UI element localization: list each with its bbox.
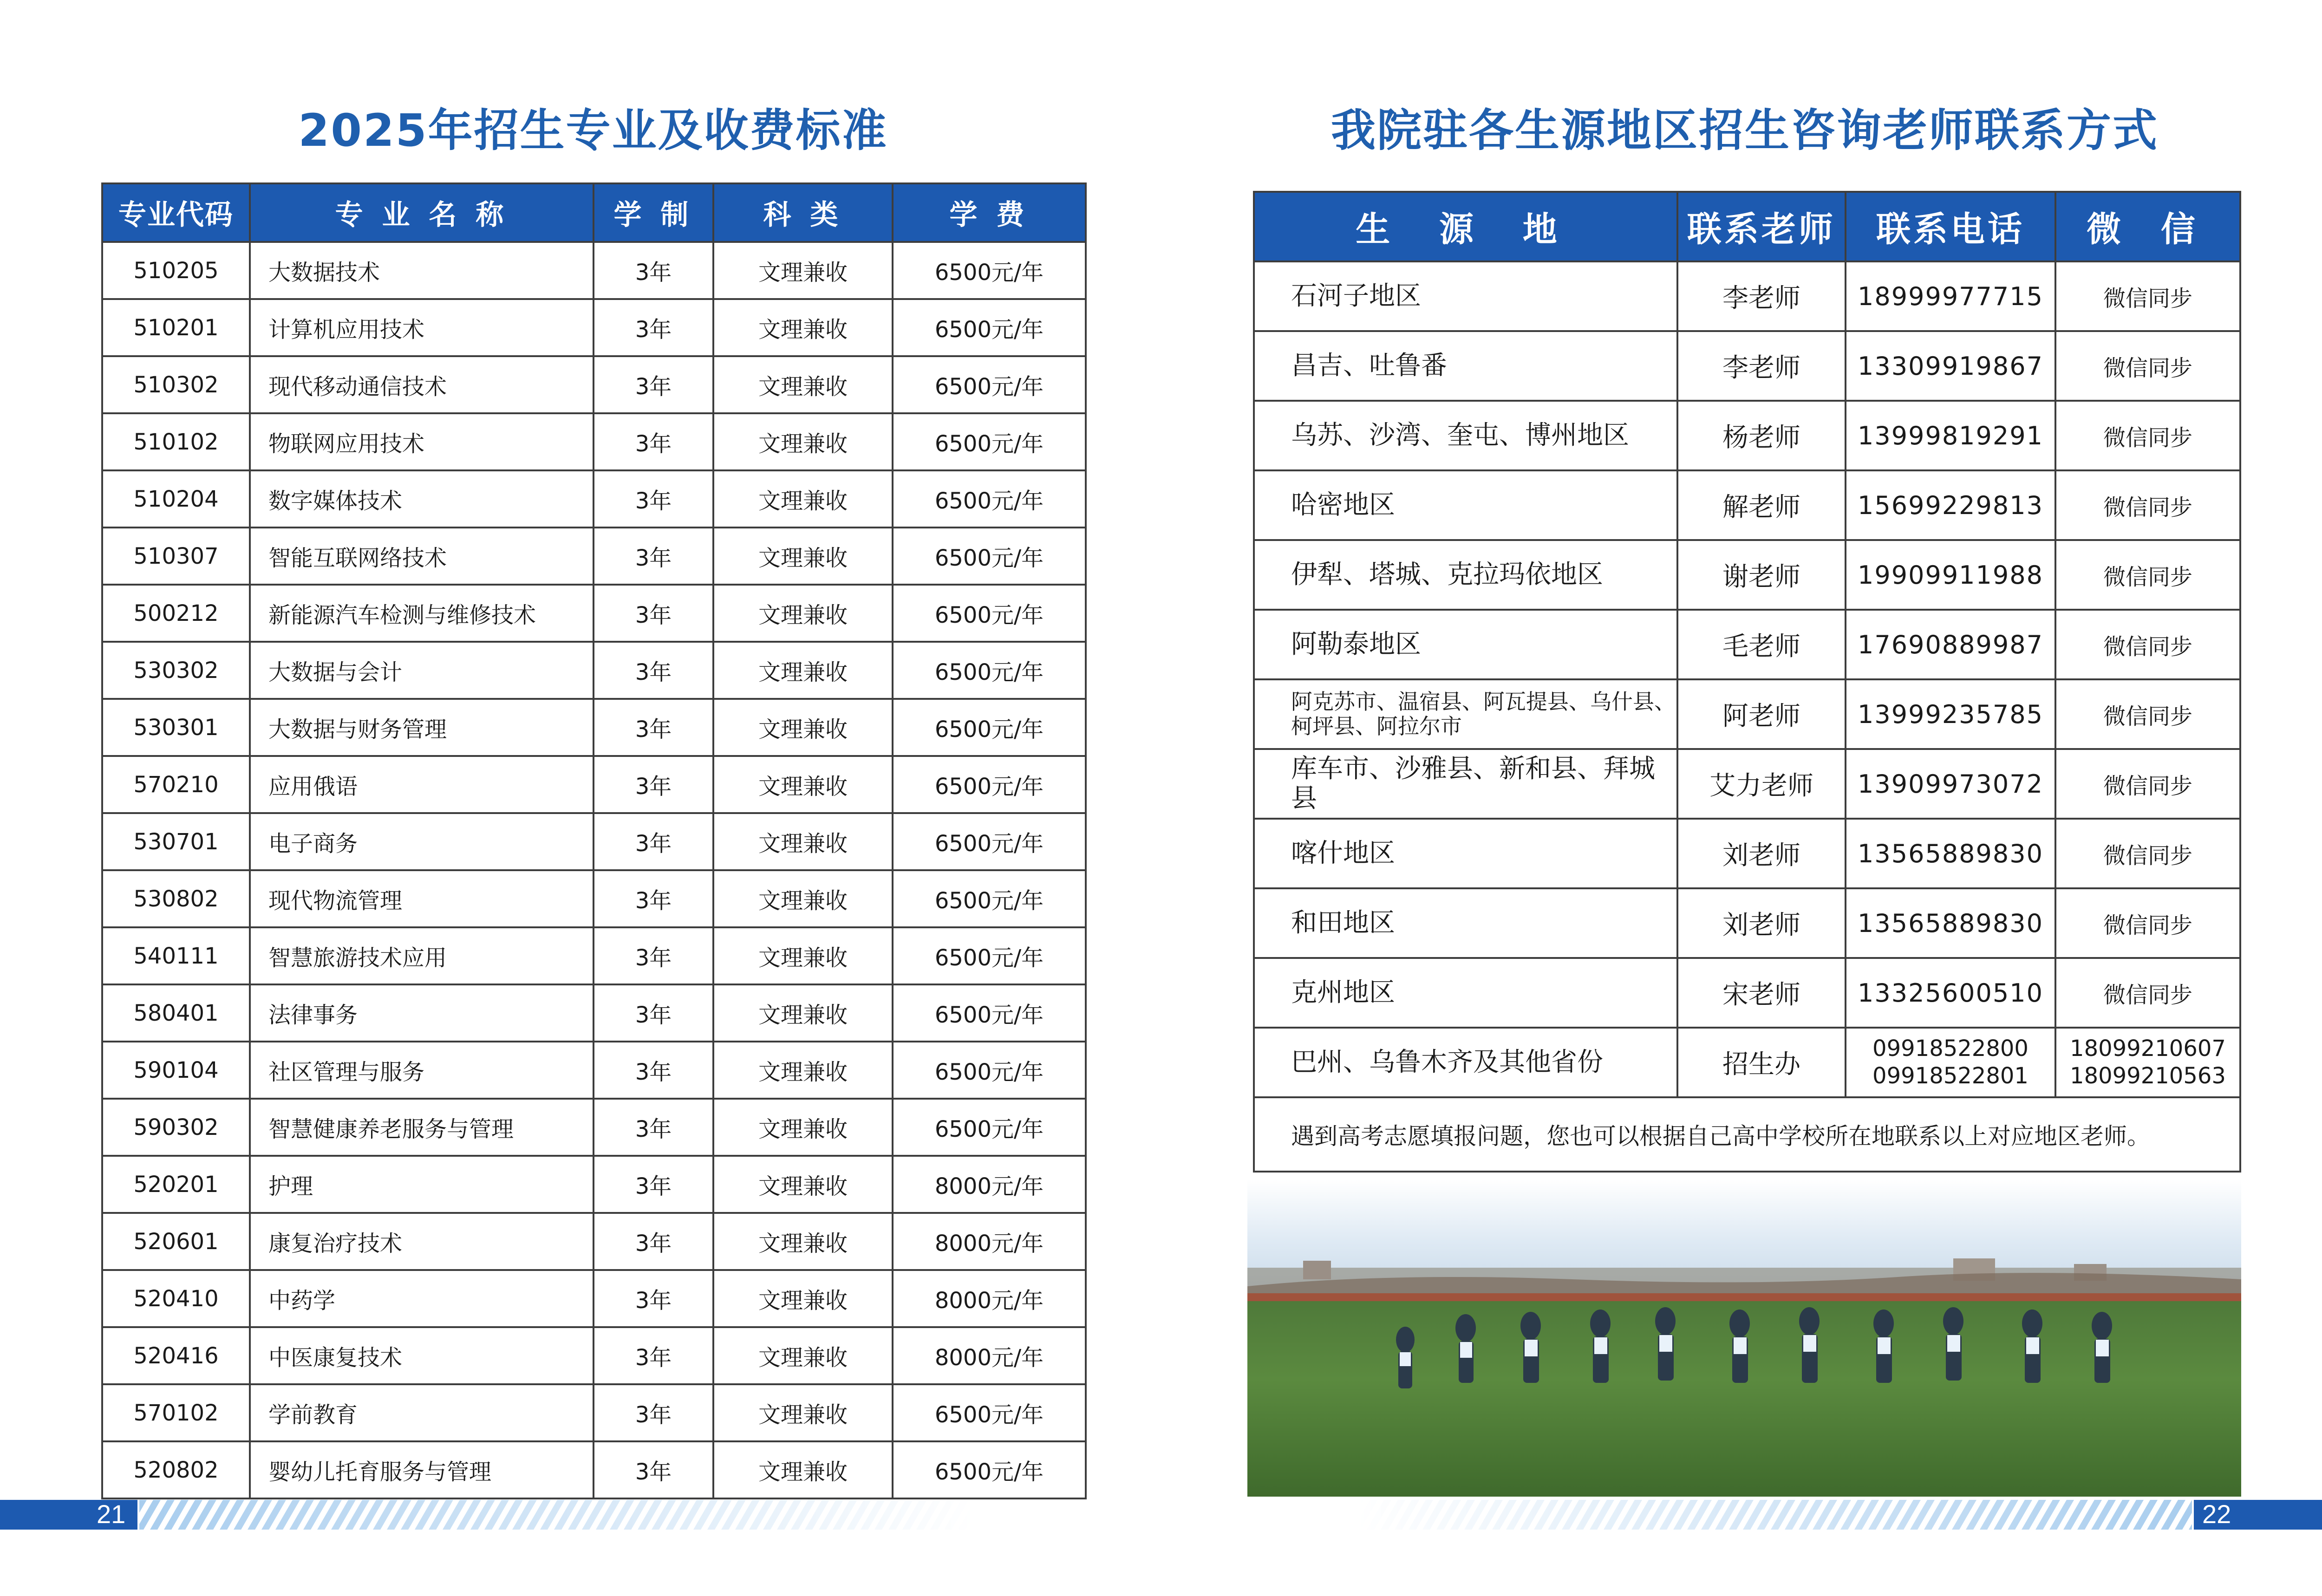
- table-header-row: [1254, 192, 2240, 261]
- duration-cell: 3年: [594, 756, 713, 813]
- table-row: [1254, 540, 2240, 610]
- table-row: [102, 242, 1086, 299]
- region-cell: 克州地区: [1254, 958, 1677, 1028]
- major-code-cell: 530802: [102, 870, 250, 927]
- major-name-cell: 智慧健康养老服务与管理: [250, 1099, 594, 1156]
- wechat-cell: 微信同步: [2055, 888, 2240, 958]
- tuition-cell: 6500元/年: [893, 756, 1086, 813]
- region-cell: 阿克苏市、温宿县、阿瓦提县、乌什县、柯坪县、阿拉尔市: [1254, 679, 1677, 749]
- students-group-photo: [1247, 1179, 2241, 1497]
- majors-fee-table: [101, 182, 1087, 1499]
- region-cell: 乌苏、沙湾、奎屯、博州地区: [1254, 401, 1677, 470]
- tuition-cell: 6500元/年: [893, 1042, 1086, 1099]
- category-cell: 文理兼收: [713, 470, 893, 528]
- tuition-cell: 6500元/年: [893, 1384, 1086, 1441]
- duration-cell: 3年: [594, 413, 713, 470]
- major-code-cell: 510205: [102, 242, 250, 299]
- column-header-phone: 联系电话: [1846, 192, 2055, 261]
- column-header-wechat: 微 信: [2055, 192, 2240, 261]
- duration-cell: 3年: [594, 699, 713, 756]
- teacher-cell: 艾力老师: [1677, 749, 1846, 819]
- major-name-cell: 物联网应用技术: [250, 413, 594, 470]
- category-cell: 文理兼收: [713, 242, 893, 299]
- table-row: [1254, 749, 2240, 819]
- table-row: [1254, 470, 2240, 540]
- category-cell: 文理兼收: [713, 356, 893, 413]
- major-code-cell: 510201: [102, 299, 250, 356]
- major-code-cell: 520802: [102, 1441, 250, 1498]
- major-name-cell: 现代物流管理: [250, 870, 594, 927]
- table-row: [102, 1327, 1086, 1384]
- duration-cell: 3年: [594, 1441, 713, 1498]
- tuition-cell: 6500元/年: [893, 356, 1086, 413]
- category-cell: 文理兼收: [713, 699, 893, 756]
- major-name-cell: 电子商务: [250, 813, 594, 870]
- wechat-number: 18099210563: [2070, 1063, 2226, 1089]
- major-code-cell: 510204: [102, 470, 250, 528]
- table-row: [1254, 679, 2240, 749]
- phone-cell: 13999235785: [1846, 679, 2055, 749]
- phone-cell: 13909973072: [1846, 749, 2055, 819]
- major-code-cell: 570102: [102, 1384, 250, 1441]
- region-cell: 伊犁、塔城、克拉玛依地区: [1254, 540, 1677, 610]
- major-name-cell: 新能源汽车检测与维修技术: [250, 585, 594, 642]
- category-cell: 文理兼收: [713, 413, 893, 470]
- wechat-cell: 微信同步: [2055, 401, 2240, 470]
- note-text: 遇到高考志愿填报问题，您也可以根据自己高中学校所在地联系以上对应地区老师。: [1254, 1097, 2240, 1172]
- teacher-cell: 谢老师: [1677, 540, 1846, 610]
- column-header-category: 科 类: [713, 183, 893, 242]
- major-name-cell: 大数据与财务管理: [250, 699, 594, 756]
- table-row: [1254, 401, 2240, 470]
- major-name-cell: 法律事务: [250, 984, 594, 1042]
- category-cell: 文理兼收: [713, 813, 893, 870]
- page-number-right: 22: [2202, 1499, 2231, 1529]
- category-cell: 文理兼收: [713, 1327, 893, 1384]
- tuition-cell: 8000元/年: [893, 1156, 1086, 1213]
- category-cell: 文理兼收: [713, 528, 893, 585]
- table-row: [102, 1213, 1086, 1270]
- major-name-cell: 学前教育: [250, 1384, 594, 1441]
- major-code-cell: 520601: [102, 1213, 250, 1270]
- duration-cell: 3年: [594, 1327, 713, 1384]
- table-row: [102, 756, 1086, 813]
- table-row: [102, 413, 1086, 470]
- duration-cell: 3年: [594, 1270, 713, 1327]
- major-code-cell: 570210: [102, 756, 250, 813]
- page-number-left: 21: [97, 1499, 126, 1529]
- major-code-cell: 530301: [102, 699, 250, 756]
- major-code-cell: 510302: [102, 356, 250, 413]
- category-cell: 文理兼收: [713, 1441, 893, 1498]
- teacher-cell: 刘老师: [1677, 819, 1846, 888]
- tuition-cell: 6500元/年: [893, 984, 1086, 1042]
- phone-cell: 17690889987: [1846, 610, 2055, 679]
- duration-cell: 3年: [594, 870, 713, 927]
- column-header-code: 专业代码: [102, 183, 250, 242]
- category-cell: 文理兼收: [713, 1270, 893, 1327]
- tuition-cell: 6500元/年: [893, 813, 1086, 870]
- phone-cell: 13325600510: [1846, 958, 2055, 1028]
- major-name-cell: 大数据与会计: [250, 642, 594, 699]
- tuition-cell: 6500元/年: [893, 870, 1086, 927]
- tuition-cell: 6500元/年: [893, 585, 1086, 642]
- page-title-left: 2025年招生专业及收费标准: [298, 104, 888, 156]
- category-cell: 文理兼收: [713, 927, 893, 984]
- phone-cell: 15699229813: [1846, 470, 2055, 540]
- major-code-cell: 520201: [102, 1156, 250, 1213]
- major-name-cell: 智慧旅游技术应用: [250, 927, 594, 984]
- wechat-number: 18099210607: [2070, 1036, 2226, 1062]
- wechat-cell: 微信同步: [2055, 749, 2240, 819]
- major-name-cell: 数字媒体技术: [250, 470, 594, 528]
- tuition-cell: 6500元/年: [893, 1441, 1086, 1498]
- category-cell: 文理兼收: [713, 1384, 893, 1441]
- tuition-cell: 6500元/年: [893, 699, 1086, 756]
- category-cell: 文理兼收: [713, 1213, 893, 1270]
- tuition-cell: 6500元/年: [893, 470, 1086, 528]
- region-cell: 哈密地区: [1254, 470, 1677, 540]
- major-name-cell: 智能互联网络技术: [250, 528, 594, 585]
- table-row: [102, 1441, 1086, 1498]
- phone-cell: 18999977715: [1846, 261, 2055, 331]
- major-code-cell: 590104: [102, 1042, 250, 1099]
- phone-cell: 13999819291: [1846, 401, 2055, 470]
- tuition-cell: 6500元/年: [893, 413, 1086, 470]
- table-row: [102, 470, 1086, 528]
- table-row: [1254, 610, 2240, 679]
- major-name-cell: 护理: [250, 1156, 594, 1213]
- teacher-cell: 毛老师: [1677, 610, 1846, 679]
- major-name-cell: 大数据技术: [250, 242, 594, 299]
- table-row: [102, 870, 1086, 927]
- tuition-cell: 8000元/年: [893, 1213, 1086, 1270]
- wechat-cell: 微信同步: [2055, 819, 2240, 888]
- category-cell: 文理兼收: [713, 984, 893, 1042]
- phone-cell: 19909911988: [1846, 540, 2055, 610]
- duration-cell: 3年: [594, 1042, 713, 1099]
- table-header-row: [102, 183, 1086, 242]
- phone-number: 09918522801: [1872, 1063, 2028, 1089]
- category-cell: 文理兼收: [713, 585, 893, 642]
- category-cell: 文理兼收: [713, 1099, 893, 1156]
- region-cell: 喀什地区: [1254, 819, 1677, 888]
- column-header-region: 生 源 地: [1254, 192, 1677, 261]
- category-cell: 文理兼收: [713, 756, 893, 813]
- duration-cell: 3年: [594, 1384, 713, 1441]
- table-row: [102, 1156, 1086, 1213]
- region-cell: 库车市、沙雅县、新和县、拜城县: [1254, 749, 1677, 819]
- table-row: [102, 1099, 1086, 1156]
- category-cell: 文理兼收: [713, 1042, 893, 1099]
- table-row: [102, 1270, 1086, 1327]
- duration-cell: 3年: [594, 470, 713, 528]
- table-row: [102, 699, 1086, 756]
- region-cell: 巴州、乌鲁木齐及其他省份: [1254, 1028, 1677, 1097]
- table-row: [102, 984, 1086, 1042]
- teacher-cell: 刘老师: [1677, 888, 1846, 958]
- major-name-cell: 中药学: [250, 1270, 594, 1327]
- duration-cell: 3年: [594, 984, 713, 1042]
- major-code-cell: 590302: [102, 1099, 250, 1156]
- teacher-cell: 解老师: [1677, 470, 1846, 540]
- teacher-cell: 阿老师: [1677, 679, 1846, 749]
- duration-cell: 3年: [594, 585, 713, 642]
- table-row: [1254, 958, 2240, 1028]
- column-header-teacher: 联系老师: [1677, 192, 1846, 261]
- wechat-cell: 微信同步: [2055, 470, 2240, 540]
- major-code-cell: 580401: [102, 984, 250, 1042]
- teacher-cell: 杨老师: [1677, 401, 1846, 470]
- duration-cell: 3年: [594, 813, 713, 870]
- duration-cell: 3年: [594, 1099, 713, 1156]
- category-cell: 文理兼收: [713, 870, 893, 927]
- category-cell: 文理兼收: [713, 299, 893, 356]
- major-code-cell: 510307: [102, 528, 250, 585]
- duration-cell: 3年: [594, 299, 713, 356]
- duration-cell: 3年: [594, 1156, 713, 1213]
- duration-cell: 3年: [594, 242, 713, 299]
- major-name-cell: 婴幼儿托育服务与管理: [250, 1441, 594, 1498]
- teacher-cell: 李老师: [1677, 261, 1846, 331]
- phone-cell: [1846, 1028, 2055, 1097]
- column-header-duration: 学 制: [594, 183, 713, 242]
- region-cell: 阿勒泰地区: [1254, 610, 1677, 679]
- phone-cell: 13565889830: [1846, 888, 2055, 958]
- table-row: [102, 528, 1086, 585]
- tuition-cell: 6500元/年: [893, 1099, 1086, 1156]
- phone-cell: 13565889830: [1846, 819, 2055, 888]
- major-code-cell: 500212: [102, 585, 250, 642]
- footer-stripes-right: [1356, 1500, 2192, 1530]
- wechat-cell: 微信同步: [2055, 540, 2240, 610]
- major-name-cell: 计算机应用技术: [250, 299, 594, 356]
- teacher-cell: 李老师: [1677, 331, 1846, 401]
- table-row: [102, 927, 1086, 984]
- tuition-cell: 8000元/年: [893, 1327, 1086, 1384]
- table-row: [102, 642, 1086, 699]
- table-row: [1254, 819, 2240, 888]
- duration-cell: 3年: [594, 927, 713, 984]
- major-name-cell: 应用俄语: [250, 756, 594, 813]
- duration-cell: 3年: [594, 642, 713, 699]
- table-row: [1254, 1028, 2240, 1097]
- wechat-cell: 微信同步: [2055, 331, 2240, 401]
- major-name-cell: 康复治疗技术: [250, 1213, 594, 1270]
- major-code-cell: 530302: [102, 642, 250, 699]
- wechat-cell: 微信同步: [2055, 610, 2240, 679]
- category-cell: 文理兼收: [713, 642, 893, 699]
- table-row: [102, 356, 1086, 413]
- footer-stripes-left: [139, 1500, 975, 1530]
- phone-number: 09918522800: [1872, 1036, 2028, 1062]
- wechat-cell: 微信同步: [2055, 958, 2240, 1028]
- major-code-cell: 510102: [102, 413, 250, 470]
- tuition-cell: 6500元/年: [893, 299, 1086, 356]
- table-row: [1254, 331, 2240, 401]
- column-header-tuition: 学 费: [893, 183, 1086, 242]
- wechat-cell: [2055, 1028, 2240, 1097]
- tuition-cell: 6500元/年: [893, 242, 1086, 299]
- page-title-right: 我院驻各生源地区招生咨询老师联系方式: [1331, 104, 2159, 156]
- duration-cell: 3年: [594, 356, 713, 413]
- major-name-cell: 现代移动通信技术: [250, 356, 594, 413]
- tuition-cell: 6500元/年: [893, 927, 1086, 984]
- tuition-cell: 6500元/年: [893, 528, 1086, 585]
- major-code-cell: 540111: [102, 927, 250, 984]
- table-row: [102, 1042, 1086, 1099]
- tuition-cell: 6500元/年: [893, 642, 1086, 699]
- category-cell: 文理兼收: [713, 1156, 893, 1213]
- major-code-cell: 520416: [102, 1327, 250, 1384]
- note-row: [1254, 1097, 2240, 1172]
- region-cell: 和田地区: [1254, 888, 1677, 958]
- major-code-cell: 530701: [102, 813, 250, 870]
- table-row: [1254, 261, 2240, 331]
- table-row: [102, 585, 1086, 642]
- tuition-cell: 8000元/年: [893, 1270, 1086, 1327]
- contacts-table: [1253, 191, 2241, 1173]
- region-cell: 昌吉、吐鲁番: [1254, 331, 1677, 401]
- table-row: [102, 813, 1086, 870]
- duration-cell: 3年: [594, 528, 713, 585]
- column-header-name: 专 业 名 称: [250, 183, 594, 242]
- table-row: [102, 1384, 1086, 1441]
- phone-cell: 13309919867: [1846, 331, 2055, 401]
- major-name-cell: 社区管理与服务: [250, 1042, 594, 1099]
- major-code-cell: 520410: [102, 1270, 250, 1327]
- wechat-cell: 微信同步: [2055, 679, 2240, 749]
- teacher-cell: 宋老师: [1677, 958, 1846, 1028]
- teacher-cell: 招生办: [1677, 1028, 1846, 1097]
- table-row: [1254, 888, 2240, 958]
- duration-cell: 3年: [594, 1213, 713, 1270]
- wechat-cell: 微信同步: [2055, 261, 2240, 331]
- major-name-cell: 中医康复技术: [250, 1327, 594, 1384]
- region-cell: 石河子地区: [1254, 261, 1677, 331]
- table-row: [102, 299, 1086, 356]
